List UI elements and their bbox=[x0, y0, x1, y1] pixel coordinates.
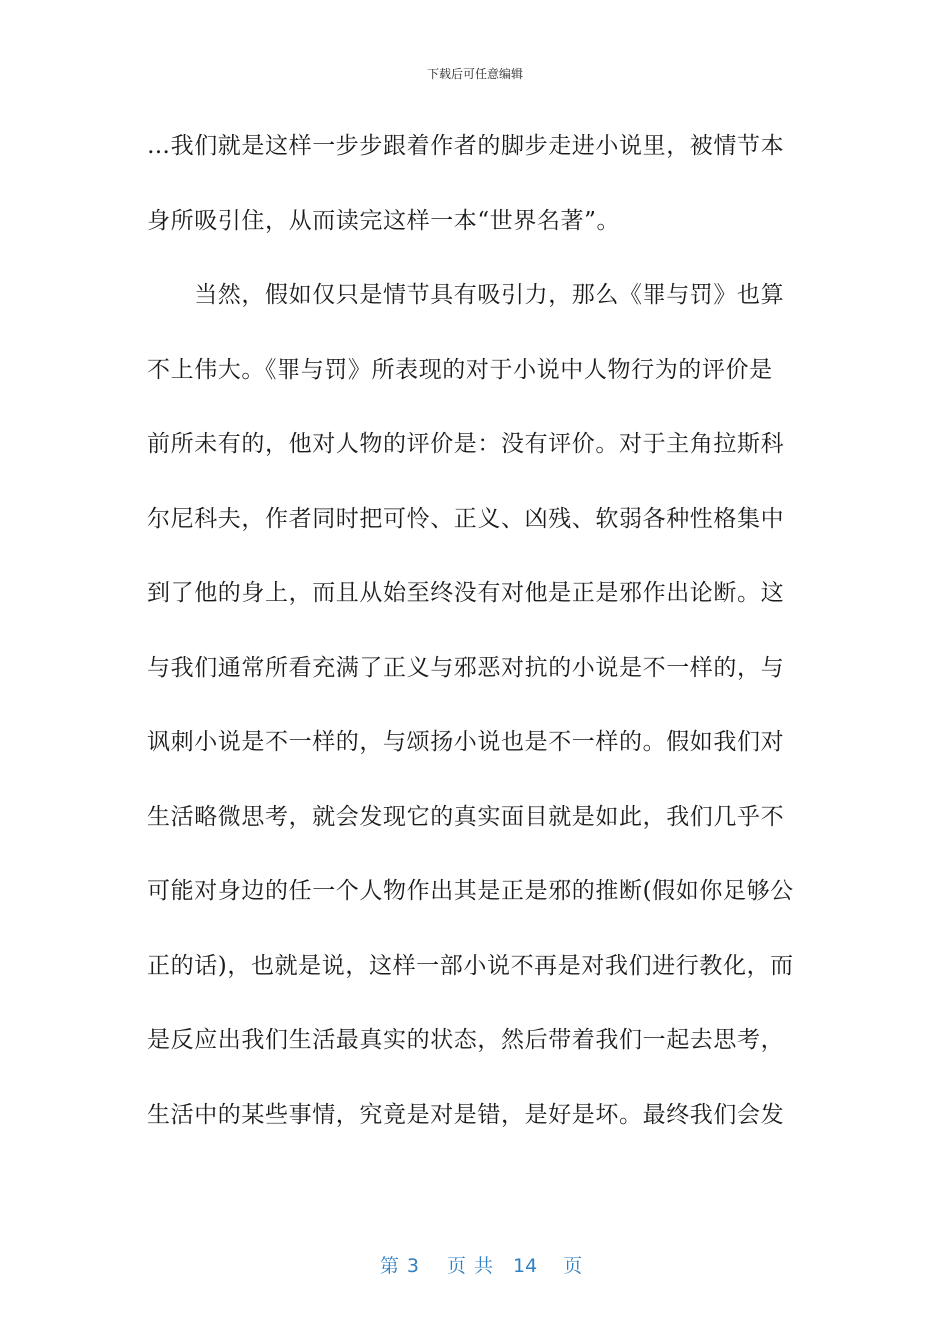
total-pages-number: 14 bbox=[513, 1255, 538, 1277]
text-line: 前所未有的，他对人物的评价是：没有评价。对于主角拉斯科 bbox=[147, 431, 785, 457]
page-header-note: 下载后可任意编辑 bbox=[426, 67, 523, 81]
footer-page-word: 页 bbox=[446, 1255, 466, 1277]
text-line: 是反应出我们生活最真实的状态，然后带着我们一起去思考， bbox=[147, 1027, 785, 1053]
text-line: 不上伟大。《罪与罚》所表现的对于小说中人物行为的评价是 bbox=[147, 356, 773, 383]
text-line: 正的话)，也就是说，这样一部小说不再是对我们进行教化，而 bbox=[147, 952, 794, 979]
text-line: 与我们通常所看充满了正义与邪恶对抗的小说是不一样的，与 bbox=[147, 654, 785, 681]
text-line: 讽刺小说是不一样的，与颂扬小说也是不一样的。假如我们对 bbox=[147, 729, 785, 755]
text-line: …我们就是这样一步步跟着作者的脚步走进小说里，被情节本 bbox=[147, 133, 785, 159]
text-line: 身所吸引住，从而读完这样一本“世界名著”。 bbox=[147, 207, 621, 234]
text-line: 到了他的身上，而且从始至终没有对他是正是邪作出论断。这 bbox=[147, 580, 785, 606]
text-line: 当然，假如仅只是情节具有吸引力，那么《罪与罚》也算 bbox=[147, 282, 785, 308]
current-page-number: 3 bbox=[406, 1255, 419, 1277]
text-line: 生活中的某些事情，究竟是对是错，是好是坏。最终我们会发 bbox=[147, 1101, 785, 1128]
text-line: 生活略微思考，就会发现它的真实面目就是如此，我们几乎不 bbox=[147, 803, 785, 830]
footer-total-label: 共 bbox=[474, 1255, 494, 1277]
document-body bbox=[147, 126, 807, 1169]
text-line: 可能对身边的任一个人物作出其是正是邪的推断(假如你足够公 bbox=[147, 878, 794, 904]
footer-prefix: 第 bbox=[379, 1255, 399, 1277]
text-line: 尔尼科夫，作者同时把可怜、正义、凶残、软弱各种性格集中 bbox=[147, 505, 785, 532]
footer-suffix: 页 bbox=[563, 1255, 583, 1277]
page-number-footer bbox=[0, 1224, 950, 1280]
